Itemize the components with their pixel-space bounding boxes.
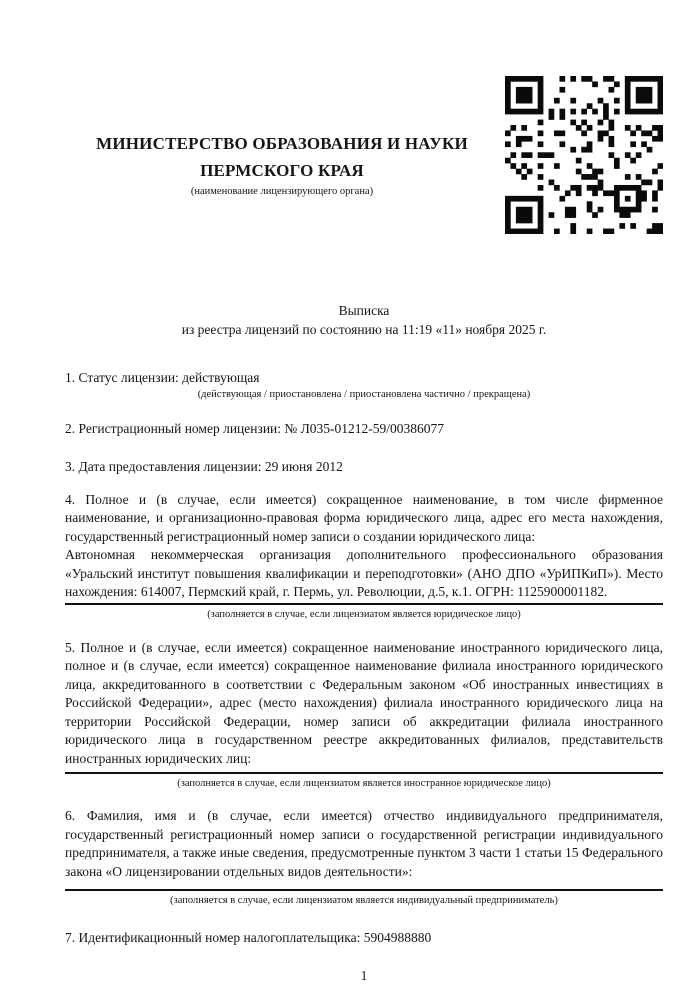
- item-6-hint: (заполняется в случае, если лицензиатом является индивидуальный предприниматель): [170, 895, 558, 906]
- ministry-name-line2: ПЕРМСКОГО КРАЯ: [200, 161, 364, 180]
- item-1-hint: (действующая / приостановлена / приостановлена частично / прекращена): [197, 388, 531, 400]
- item-1-license-status: 1. Статус лицензии: действующая: [65, 370, 260, 385]
- item-3-grant-date: 3. Дата предоставления лицензии: 29 июня 2012: [65, 459, 343, 474]
- document-subtitle: из реестра лицензий по состоянию на 11:19 «11» ноября 2025 г.: [181, 321, 547, 337]
- ministry-caption: (наименование лицензирующего органа): [190, 186, 374, 197]
- item-4-legal-entity-statement: 4. Полное и (в случае, если имеется) сокращенное наименование, в том числе фирменное наименование, и организационно-правовая форма юридического лица, адрес его места нахождения, государственный регистрационный номер записи о создании юридического лица:: [65, 491, 663, 544]
- ministry-header: [60, 130, 504, 198]
- document-title-block: [65, 302, 663, 339]
- document-title: Выписка: [338, 303, 390, 318]
- qr-code-image: [505, 76, 663, 234]
- item-2-registration-number: 2. Регистрационный номер лицензии: № Л035-01212-59/00386077: [65, 420, 445, 436]
- item-5-hint: (заполняется в случае, если лицензиатом является иностранное юридическое лицо): [177, 778, 551, 789]
- item-7-taxpayer-id: 7. Идентификационный номер налогоплательщика: 5904988880: [65, 930, 432, 945]
- document-body: [65, 302, 663, 985]
- item-5-foreign-entity-statement: 5. Полное и (в случае, если имеется) сокращенное наименование иностранного юридического лица, полное и (в случае, если имеется) сокращенное наименование филиала иностранного юридического лица, аккредитованного в соответствии с Федеральным законом «Об иностранных инвестициях в Российской Федерации», адрес (место нахождения) филиала иностранного юридического лица на территории Российской Федерации, номер записи об аккредитации филиала иностранного юридического лица в государственном реестре аккредитованных филиалов, представительств иностранных юридических лиц:: [65, 639, 663, 766]
- item-5-fill-line: [65, 768, 663, 774]
- item-6-entrepreneur-statement: 6. Фамилия, имя и (в случае, если имеется) отчество индивидуального предпринимателя, государственный регистрационный номер записи о государственной регистрации индивидуального предпринимателя, а также иные сведения, предусмотренные пунктом 3 части 1 статьи 15 Федерального закона «О лицензировании отдельных видов деятельности»:: [65, 808, 663, 879]
- ministry-name-line1: МИНИСТЕРСТВО ОБРАЗОВАНИЯ И НАУКИ: [96, 134, 468, 153]
- item-4-legal-entity-value: Автономная некоммерческая организация дополнительного профессионального образования «Уральский институт повышения квалификации и переподготовки» (АНО ДПО «УрИПКиП»). Место нахождения: 614007, Пермский край, г. Пермь, ул. Революции, д.5, к.1. ОГРН: 1125900001182.: [65, 546, 663, 605]
- page-number: 1: [360, 967, 368, 983]
- item-4-hint: (заполняется в случае, если лицензиатом является юридическое лицо): [207, 608, 521, 620]
- item-6-fill-line: [65, 881, 663, 891]
